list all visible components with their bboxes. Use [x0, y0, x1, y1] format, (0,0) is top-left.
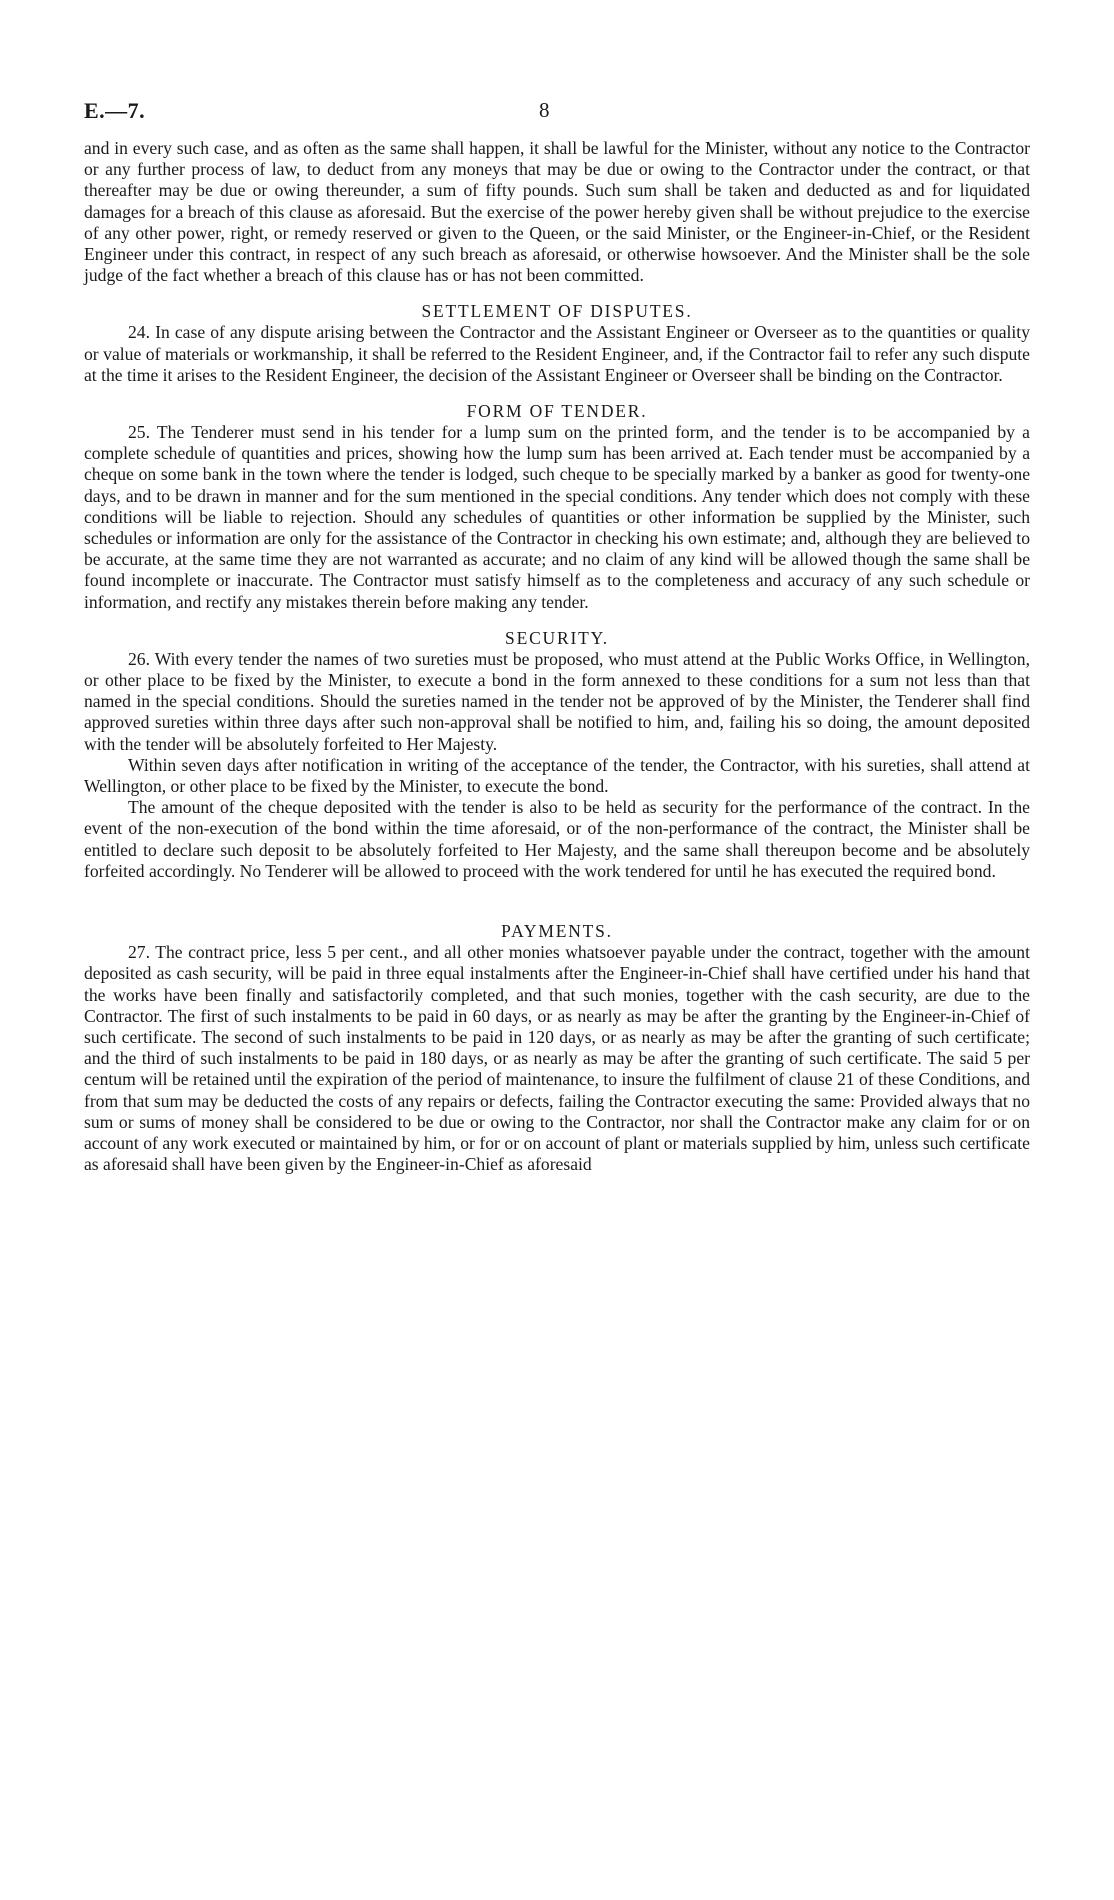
heading-payments: PAYMENTS. — [501, 921, 613, 942]
heading-settlement-of-disputes: SETTLEMENT OF DISPUTES. — [421, 301, 693, 322]
heading-form-of-tender: FORM OF TENDER. — [466, 401, 648, 422]
clause-27: 27. The contract price, less 5 per cent., and all other monies whatsoever payable under the contract, together with the amount deposited as cash security, will be paid in three equal instalments after the Engineer-in-Chief shall have certified under his hand that the works have been finally and satisfactorily completed, and that such monies, together with the cash security, are due to the Contractor. The first of such instalments to be paid in 60 days, or as nearly as may be after the granting by the Engineer-in-Chief of such certificate. The second of such instalments to be paid in 120 days, or as nearly as may be after the granting of such certificate; and the third of such instalments to be paid in 180 days, or as nearly as may be after the granting of such certificate. The said 5 per centum will be retained until the expiration of the period of maintenance, to insure the fulfilment of clause 21 of these Conditions, and from that sum may be deducted the costs of any repairs or defects, failing the Contractor executing the same: Provided always that no sum or sums of money shall be considered to be due or owing to the Contractor, nor shall the Contractor make any claim for or on account of any work executed or maintained by him, or for or on account of plant or materials supplied by him, unless such certificate as aforesaid shall have been given by the Engineer-in-Chief as aforesaid — [84, 942, 1030, 1175]
clause-26-bond-paragraph: Within seven days after notification in writing of the acceptance of the tender, the Contractor, with his sureties, shall attend at Wellington, or other place to be fixed by the Minister, to execute the bond. — [84, 754, 1030, 797]
heading-security: SECURITY. — [505, 627, 609, 648]
continued-paragraph: and in every such case, and as often as the same shall happen, it shall be lawful for the Minister, without any notice to the Contractor or any further process of law, to deduct from any moneys that may be due or owing to the Contractor under the contract, or that thereafter may be due or owing thereunder, a sum of fifty pounds. Such sum shall be taken and deducted as and for liquidated damages for a breach of this clause as aforesaid. But the exercise of the power hereby given shall be without prejudice to the exercise of any other power, right, or remedy reserved or given to the Queen, or the said Minister, or the Engineer-in-Chief, or the Resident Engineer under this contract, in respect of any such breach as aforesaid, or otherwise howsoever. And the Minister shall be the sole judge of the fact whether a breach of this clause has or has not been committed. — [84, 138, 1030, 286]
document-page — [84, 98, 1030, 1175]
clause-24: 24. In case of any dispute arising between the Contractor and the Assistant Engineer or Overseer as to the quantities or quality or value of materials or workmanship, it shall be referred to the Resident Engineer, and, if the Contractor fail to refer any such dispute at the time it arises to the Resident Engineer, the decision of the Assistant Engineer or Overseer shall be binding on the Contractor. — [84, 322, 1030, 385]
clause-25: 25. The Tenderer must send in his tender for a lump sum on the printed form, and the tender is to be accompanied by a complete schedule of quantities and prices, showing how the lump sum has been arrived at. Each tender must be accompanied by a cheque on some bank in the town where the tender is lodged, such cheque to be specially marked by a banker as good for twenty-one days, and to be drawn in manner and for the sum mentioned in the special conditions. Any tender which does not comply with these conditions will be liable to rejection. Should any schedules of quantities or other information be supplied by the Minister, such schedules or information are only for the assistance of the Contractor in checking his own estimate; and, although they are believed to be accurate, at the same time they are not warranted as accurate; and no claim of any kind will be allowed though the same shall be found incomplete or inaccurate. The Contractor must satisfy himself as to the completeness and accuracy of any such schedule or information, and rectify any mistakes therein before making any tender. — [84, 422, 1030, 612]
clause-26-cheque-paragraph: The amount of the cheque deposited with the tender is also to be held as security for the performance of the contract. In the event of the non-execution of the bond within the time aforesaid, or of the non-performance of the contract, the Minister shall be entitled to declare such deposit to be absolutely forfeited to Her Majesty, and the same shall thereupon become and be absolutely forfeited accordingly. No Tenderer will be allowed to proceed with the work tendered for until he has executed the required bond. — [84, 797, 1030, 881]
document-reference: E.—7. — [84, 98, 146, 123]
page-number: 8 — [539, 98, 550, 122]
clause-26: 26. With every tender the names of two sureties must be proposed, who must attend at the Public Works Office, in Wellington, or other place to be fixed by the Minister, to execute a bond in the form annexed to these conditions for a sum not less than that named in the special conditions. Should the sureties named in the tender not be approved of by the Minister, the Tenderer shall find approved sureties within three days after such non-approval shall be notified to him, and, failing his so doing, the amount deposited with the tender will be absolutely forfeited to Her Majesty. — [84, 648, 1030, 754]
page-header — [84, 98, 1030, 138]
